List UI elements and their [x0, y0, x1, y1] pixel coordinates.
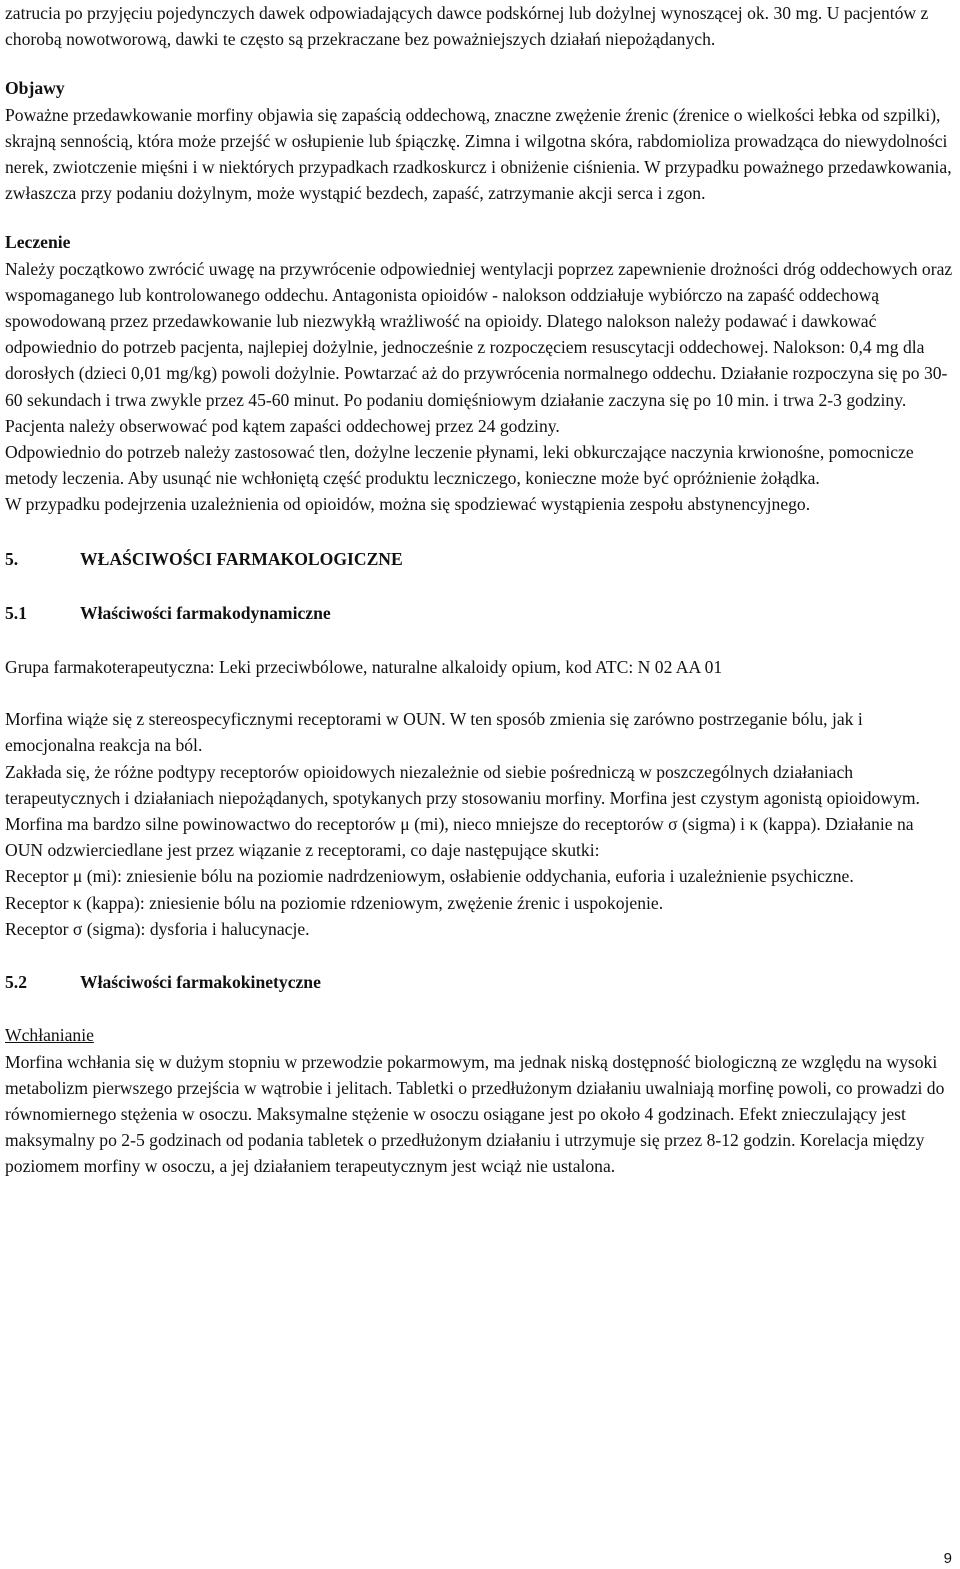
- intro-paragraph: zatrucia po przyjęciu pojedynczych dawek odpowiadających dawce podskórnej lub dożylnej wynoszącej ok. 30 mg. U pacjentów z chorobą nowotworową, dawki te często są przekraczane bez poważniejszych działań niepożądanych.: [5, 3, 929, 50]
- section-5-2-heading: [5, 969, 955, 995]
- section-5-number: 5.: [5, 548, 19, 569]
- objawy-paragraph: Poważne przedawkowanie morfiny objawia się zapaścią oddechową, znaczne zwężenie źrenic (źrenice o wielkości łebka od szpilki), skrajną sennością, która może przejść w osłupienie lub śpiączkę. Zimna i wilgotna skóra, rabdomioliza prowadząca do niewydolności nerek, zwiotczenie mięśni i w niektórych przypadkach rzadkoskurcz i obniżenie ciśnienia. W przypadku poważnego przedawkowania, zwłaszcza przy podaniu dożylnym, może wystąpić bezdech, zapaść, zatrzymanie akcji serca i zgon.: [5, 104, 952, 204]
- wchlanianie-subheading: Wchłanianie: [5, 1025, 94, 1046]
- leczenie-paragraph-3: W przypadku podejrzenia uzależnienia od opioidów, można się spodziewać wystąpienia zespołu abstynencyjnego.: [5, 494, 811, 515]
- atc-group-line: Grupa farmakoterapeutyczna: Leki przeciwbólowe, naturalne alkaloidy opium, kod ATC: N 02 AA 01: [5, 657, 723, 678]
- section-5-1-number: 5.1: [5, 602, 27, 623]
- pharmacodynamics-paragraph-2: Zakłada się, że różne podtypy receptorów opioidowych niezależnie od siebie pośredniczą w poszczególnych działaniach terapeutycznych i działaniach niepożądanych, spotykanych przy stosowaniu morfiny. Morfina jest czystym agonistą opioidowym. Morfina ma bardzo silne powinowactwo do receptorów μ (mi), nieco mniejsze do receptorów σ (sigma) i κ (kappa). Działanie na OUN odzwierciedlane jest przez wiązanie z receptorami, co daje następujące skutki:: [5, 761, 920, 861]
- leczenie-paragraph-1: Należy początkowo zwrócić uwagę na przywrócenie odpowiedniej wentylacji poprzez zapewnienie drożności dróg oddechowych oraz wspomaganego lub kontrolowanego oddechu. Antagonista opioidów - nalokson oddziałuje wybiórczo na zapaść oddechową spowodowaną przez przedawkowanie lub niezwykłą wrażliwość na opioidy. Dlatego nalokson należy podawać i dawkować odpowiednio do potrzeb pacjenta, najlepiej dożylnie, jednocześnie z rozpoczęciem resuscytacji oddechowej. Nalokson: 0,4 mg dla dorosłych (dzieci 0,01 mg/kg) powoli dożylnie. Powtarzać aż do przywrócenia normalnego oddechu. Działanie rozpoczyna się po 30-60 sekundach i trwa zwykle przez 45-60 minut. Po podaniu domięśniowym działanie zaczyna się po 10 min. i trwa 2-3 godziny. Pacjenta należy obserwować pod kątem zapaści oddechowej przez 24 godziny.: [5, 258, 953, 436]
- receptor-sigma-line: Receptor σ (sigma): dysforia i halucynacje.: [5, 918, 310, 939]
- section-5-heading: [5, 546, 955, 572]
- section-5-title: WŁAŚCIWOŚCI FARMAKOLOGICZNE: [80, 548, 403, 569]
- receptor-kappa-line: Receptor κ (kappa): zniesienie bólu na poziomie rdzeniowym, zwężenie źrenic i uspokojenie.: [5, 892, 664, 913]
- section-5-1-heading: [5, 600, 955, 626]
- leczenie-paragraph-2: Odpowiednio do potrzeb należy zastosować tlen, dożylne leczenie płynami, leki obkurczające naczynia krwionośne, pomocnicze metody leczenia. Aby usunąć nie wchłoniętą część produktu leczniczego, konieczne może być opróżnienie żołądka.: [5, 442, 914, 489]
- section-5-2-title: Właściwości farmakokinetyczne: [80, 972, 321, 993]
- section-5-1-title: Właściwości farmakodynamiczne: [80, 602, 331, 623]
- pharmacodynamics-paragraph-1: Morfina wiąże się z stereospecyficznymi receptorami w OUN. W ten sposób zmienia się zarówno postrzeganie bólu, jak i emocjonalna reakcja na ból.: [5, 709, 863, 756]
- section-5-2-number: 5.2: [5, 972, 27, 993]
- receptor-mu-line: Receptor μ (mi): zniesienie bólu na poziomie nadrdzeniowym, osłabienie oddychania, euforia i uzależnienie psychiczne.: [5, 866, 854, 887]
- absorption-paragraph: Morfina wchłania się w dużym stopniu w przewodzie pokarmowym, ma jednak niską dostępność biologiczną ze względu na wysoki metabolizm pierwszego przejścia w wątrobie i jelitach. Tabletki o przedłużonym działaniu uwalniają morfinę powoli, co prowadzi do równomiernego stężenia w osoczu. Maksymalne stężenie w osoczu osiągane jest po około 4 godzinach. Efekt znieczulający jest maksymalny po 2-5 godzinach od podania tabletek o przedłużonym działaniu i utrzymuje się przez 8-12 godzin. Korelacja między poziomem morfiny w osoczu, a jej działaniem terapeutycznym jest wciąż nie ustalona.: [5, 1051, 945, 1177]
- leczenie-heading: Leczenie: [5, 232, 71, 253]
- objawy-heading: Objawy: [5, 78, 65, 99]
- document-page: [5, 0, 955, 1180]
- page-number: 9: [943, 1550, 952, 1567]
